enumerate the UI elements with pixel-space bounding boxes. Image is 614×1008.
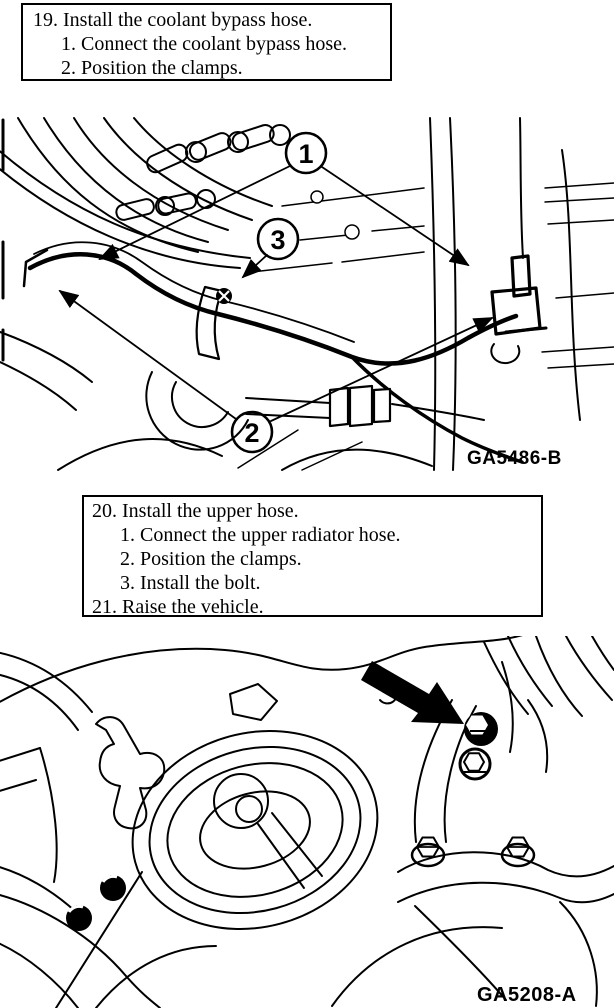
pentagon-cutout [230,684,277,720]
crankshaft-pulley [110,704,400,956]
figure-code-label: GA5486-B [467,448,562,469]
hex-bolt [460,749,490,779]
step-line: 19. Install the coolant bypass hose. [33,9,313,31]
callout-3-badge [258,219,298,259]
substep-line: 3. Install the bolt. [120,572,261,594]
engine-front-cover [0,636,614,1008]
clamp-screw [216,288,232,304]
hex-bolt [66,905,92,931]
target-hex-bolt [464,712,498,746]
hose-connector-fitting [491,256,546,363]
substep-line: 2. Position the clamps. [120,548,302,570]
y-slot-cutout [96,717,164,828]
instructions-box-step-19 [21,3,392,81]
callout-2-badge [232,412,272,452]
figure-upper-hose-bolt [0,636,614,1008]
substep-line: 1. Connect the upper radiator hose. [120,524,401,546]
callout-3-number: 3 [270,225,286,255]
hex-bolt [502,838,534,867]
callout-1-number: 1 [298,139,314,169]
step-line: 21. Raise the vehicle. [92,596,264,618]
substep-line: 2. Position the clamps. [61,57,243,79]
callout-2-number: 2 [244,418,260,448]
vertical-pipes [430,118,580,470]
hex-bolt [100,875,126,901]
step-line: 20. Install the upper hose. [92,500,299,522]
leader-arrow-1-right [322,167,468,265]
figure-coolant-bypass-hose [0,115,614,473]
bolt-pointer-arrow-icon [361,661,464,724]
callout-1-badge [286,133,326,173]
spark-plug-boots [115,123,290,221]
instructions-box-step-20-21 [82,495,543,617]
ac-hose-fitting [146,372,484,450]
substep-line: 1. Connect the coolant bypass hose. [61,33,348,55]
figure-code-label: GA5208-A [477,984,577,1006]
